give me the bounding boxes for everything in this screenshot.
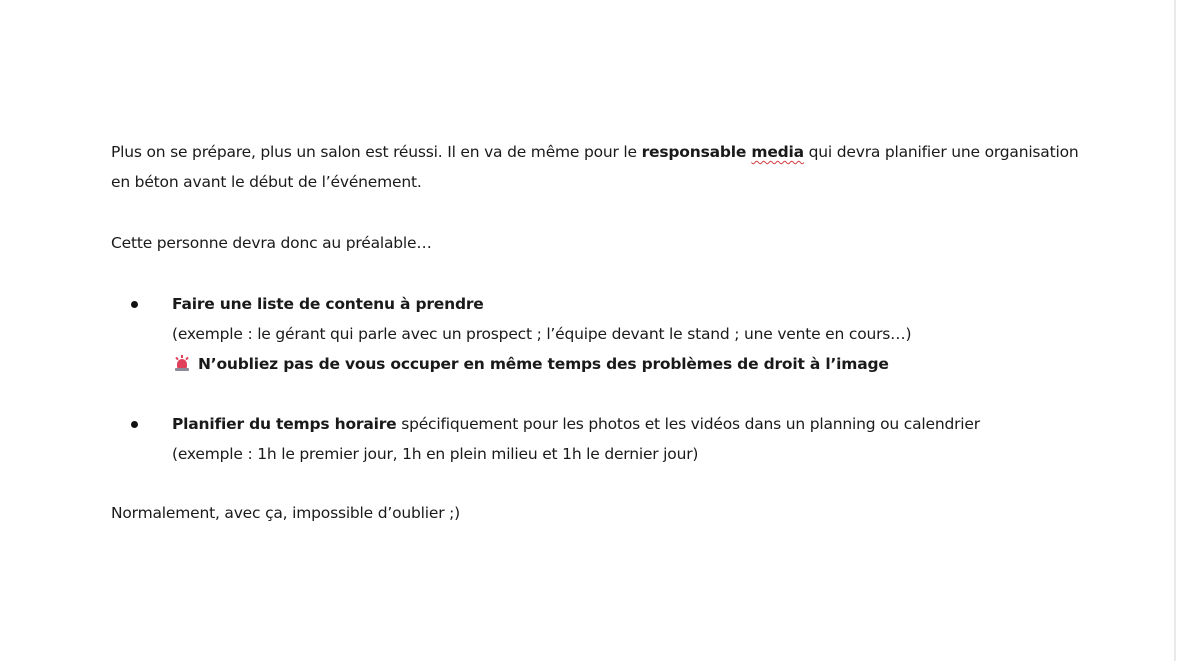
warning-text: N’oubliez pas de vous occuper en même temps des problèmes de droit à l’image	[198, 355, 889, 373]
intro-paragraph-line-2: en béton avant le début de l’événement.	[111, 173, 422, 191]
list-item-2-title-line	[172, 409, 1101, 439]
bold-responsable: responsable	[641, 143, 747, 161]
bold-media-spellcheck[interactable]: media	[751, 143, 804, 161]
intro-paragraph-line-1	[111, 137, 1101, 167]
document-body[interactable]	[111, 137, 1101, 528]
bullet-icon	[131, 421, 138, 428]
list-item-2-title: Planifier du temps horaire	[172, 415, 397, 433]
list-item-1	[111, 289, 1101, 379]
intro-text: Plus on se prépare, plus un salon est réussi. Il en va de même pour le	[111, 143, 642, 161]
lead-paragraph: Cette personne devra donc au préalable…	[111, 234, 432, 252]
intro-text-end: qui devra planifier une organisation	[803, 143, 1079, 161]
list-item-1-warning	[172, 349, 1101, 379]
bullet-icon	[131, 301, 138, 308]
list-item-2-example: (exemple : 1h le premier jour, 1h en plein milieu et 1h le dernier jour)	[172, 445, 699, 463]
page-edge	[1174, 0, 1176, 661]
rotating-light-icon	[175, 355, 189, 371]
list-item-2-rest: spécifiquement pour les photos et les vidéos dans un planning ou calendrier	[396, 415, 980, 433]
list-item-2	[111, 409, 1101, 469]
closing-paragraph: Normalement, avec ça, impossible d’oublier ;)	[111, 504, 460, 522]
list-item-1-title: Faire une liste de contenu à prendre	[172, 295, 484, 313]
list-item-1-example: (exemple : le gérant qui parle avec un prospect ; l’équipe devant le stand ; une vente en cours…)	[172, 325, 912, 343]
